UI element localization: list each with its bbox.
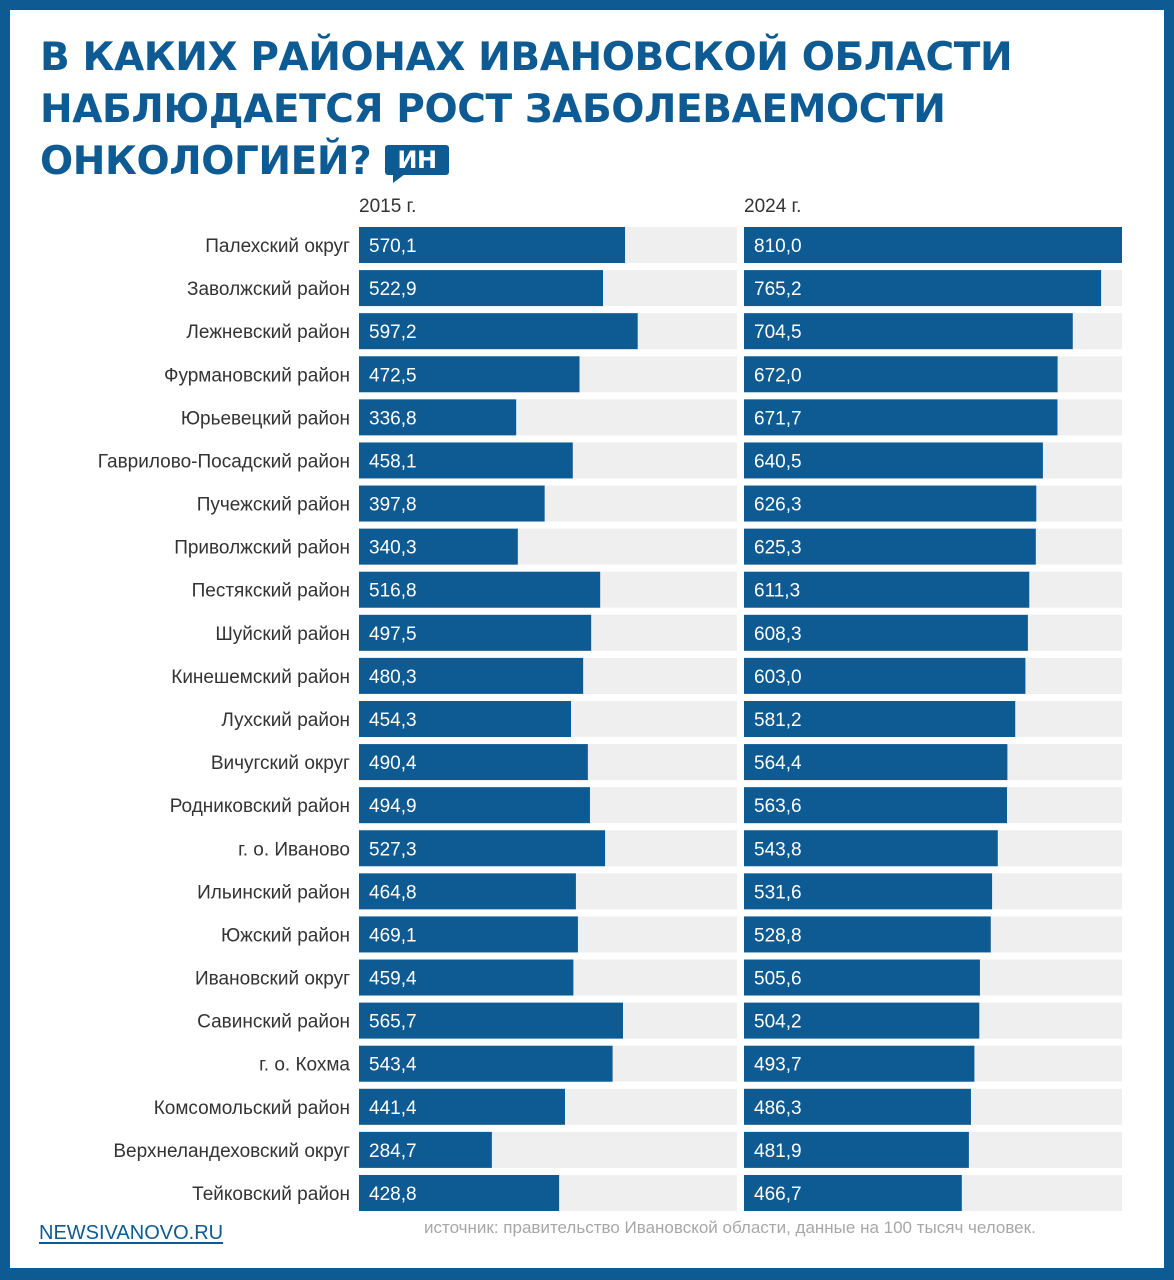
data-label: 608,3: [754, 623, 802, 645]
data-label: 597,2: [369, 322, 417, 344]
category-label: Вичугский округ: [210, 753, 350, 775]
category-label: Палехский округ: [205, 236, 350, 257]
series-header-2015: 2015 г.: [359, 196, 417, 217]
data-label: 397,8: [369, 494, 417, 516]
data-label: 704,5: [754, 322, 802, 344]
data-label: 672,0: [754, 365, 802, 387]
category-label: Заволжский район: [187, 279, 350, 301]
category-label: Юрьевецкий район: [180, 408, 350, 430]
data-label: 497,5: [369, 623, 417, 645]
data-label: 469,1: [369, 925, 417, 947]
category-label: Шуйский район: [215, 623, 350, 645]
category-label: Верхнеландеховский округ: [113, 1140, 350, 1162]
category-label: Ивановский округ: [194, 968, 350, 990]
category-label: Комсомольский район: [153, 1097, 350, 1119]
source-note: источник: правительство Ивановской области, данные на 100 тысяч человек.: [424, 1218, 1036, 1237]
category-label: Гаврилово-Посадский район: [97, 451, 350, 473]
newsivanovo-logo-icon: ИН: [385, 145, 448, 175]
data-label: 490,4: [369, 753, 417, 775]
data-label: 458,1: [369, 451, 417, 473]
data-label: 765,2: [754, 279, 802, 301]
data-label: 464,8: [369, 882, 417, 904]
data-label: 481,9: [754, 1140, 802, 1162]
data-label: 671,7: [754, 408, 802, 430]
data-label: 531,6: [754, 882, 802, 904]
data-label: 459,4: [369, 968, 417, 990]
data-label: 543,4: [369, 1054, 417, 1076]
data-label: 564,4: [754, 753, 802, 775]
data-label: 516,8: [369, 580, 417, 602]
data-label: 527,3: [369, 839, 417, 861]
data-label: 480,3: [369, 666, 417, 688]
data-label: 570,1: [369, 236, 417, 257]
title-line-2: НАБЛЮДАЕТСЯ РОСТ ЗАБОЛЕВАЕМОСТИ: [40, 87, 946, 132]
data-label: 625,3: [754, 537, 802, 559]
category-label: Кинешемский район: [171, 666, 350, 688]
data-label: 581,2: [754, 709, 802, 731]
category-label: Савинский район: [197, 1011, 350, 1033]
category-label: Лежневский район: [186, 322, 350, 344]
data-label: 472,5: [369, 365, 417, 387]
data-label: 340,3: [369, 537, 417, 559]
category-label: Родниковский район: [169, 796, 350, 818]
bar-chart: [10, 10, 1164, 1268]
category-label: Фурмановский район: [164, 365, 350, 387]
series-header-2024: 2024 г.: [744, 196, 802, 217]
category-label: Пестякский район: [191, 580, 350, 602]
category-label: г. о. Кохма: [259, 1054, 350, 1076]
data-label: 493,7: [754, 1054, 802, 1076]
data-label: 603,0: [754, 666, 802, 688]
data-label: 543,8: [754, 839, 802, 861]
category-label: Тейковский район: [192, 1183, 350, 1205]
data-label: 494,9: [369, 796, 417, 818]
data-label: 466,7: [754, 1183, 802, 1205]
data-label: 640,5: [754, 451, 802, 473]
category-label: Ильинский район: [197, 882, 350, 904]
data-label: 626,3: [754, 494, 802, 516]
infographic-card: [10, 10, 1164, 1268]
title-line-1: В КАКИХ РАЙОНАХ ИВАНОВСКОЙ ОБЛАСТИ: [40, 35, 1013, 80]
data-label: 528,8: [754, 925, 802, 947]
category-label: Южский район: [220, 925, 350, 947]
data-label: 522,9: [369, 279, 417, 301]
data-label: 441,4: [369, 1097, 417, 1119]
data-label: 428,8: [369, 1183, 417, 1205]
data-label: 611,3: [754, 580, 801, 602]
category-label: г. о. Иваново: [238, 839, 350, 861]
data-label: 565,7: [369, 1011, 417, 1033]
data-label: 563,6: [754, 796, 802, 818]
site-link[interactable]: NEWSIVANOVO.RU: [39, 1222, 224, 1244]
data-label: 454,3: [369, 709, 417, 731]
data-label: 505,6: [754, 968, 802, 990]
category-label: Пучежский район: [196, 494, 350, 516]
data-label: 810,0: [754, 236, 802, 257]
data-label: 284,7: [369, 1140, 417, 1162]
category-label: Приволжский район: [174, 537, 350, 559]
title-line-3-text: ОНКОЛОГИЕЙ?: [40, 139, 372, 184]
data-label: 504,2: [754, 1011, 802, 1033]
category-label: Лухский район: [221, 709, 350, 731]
data-label: 336,8: [369, 408, 417, 430]
data-label: 486,3: [754, 1097, 802, 1119]
